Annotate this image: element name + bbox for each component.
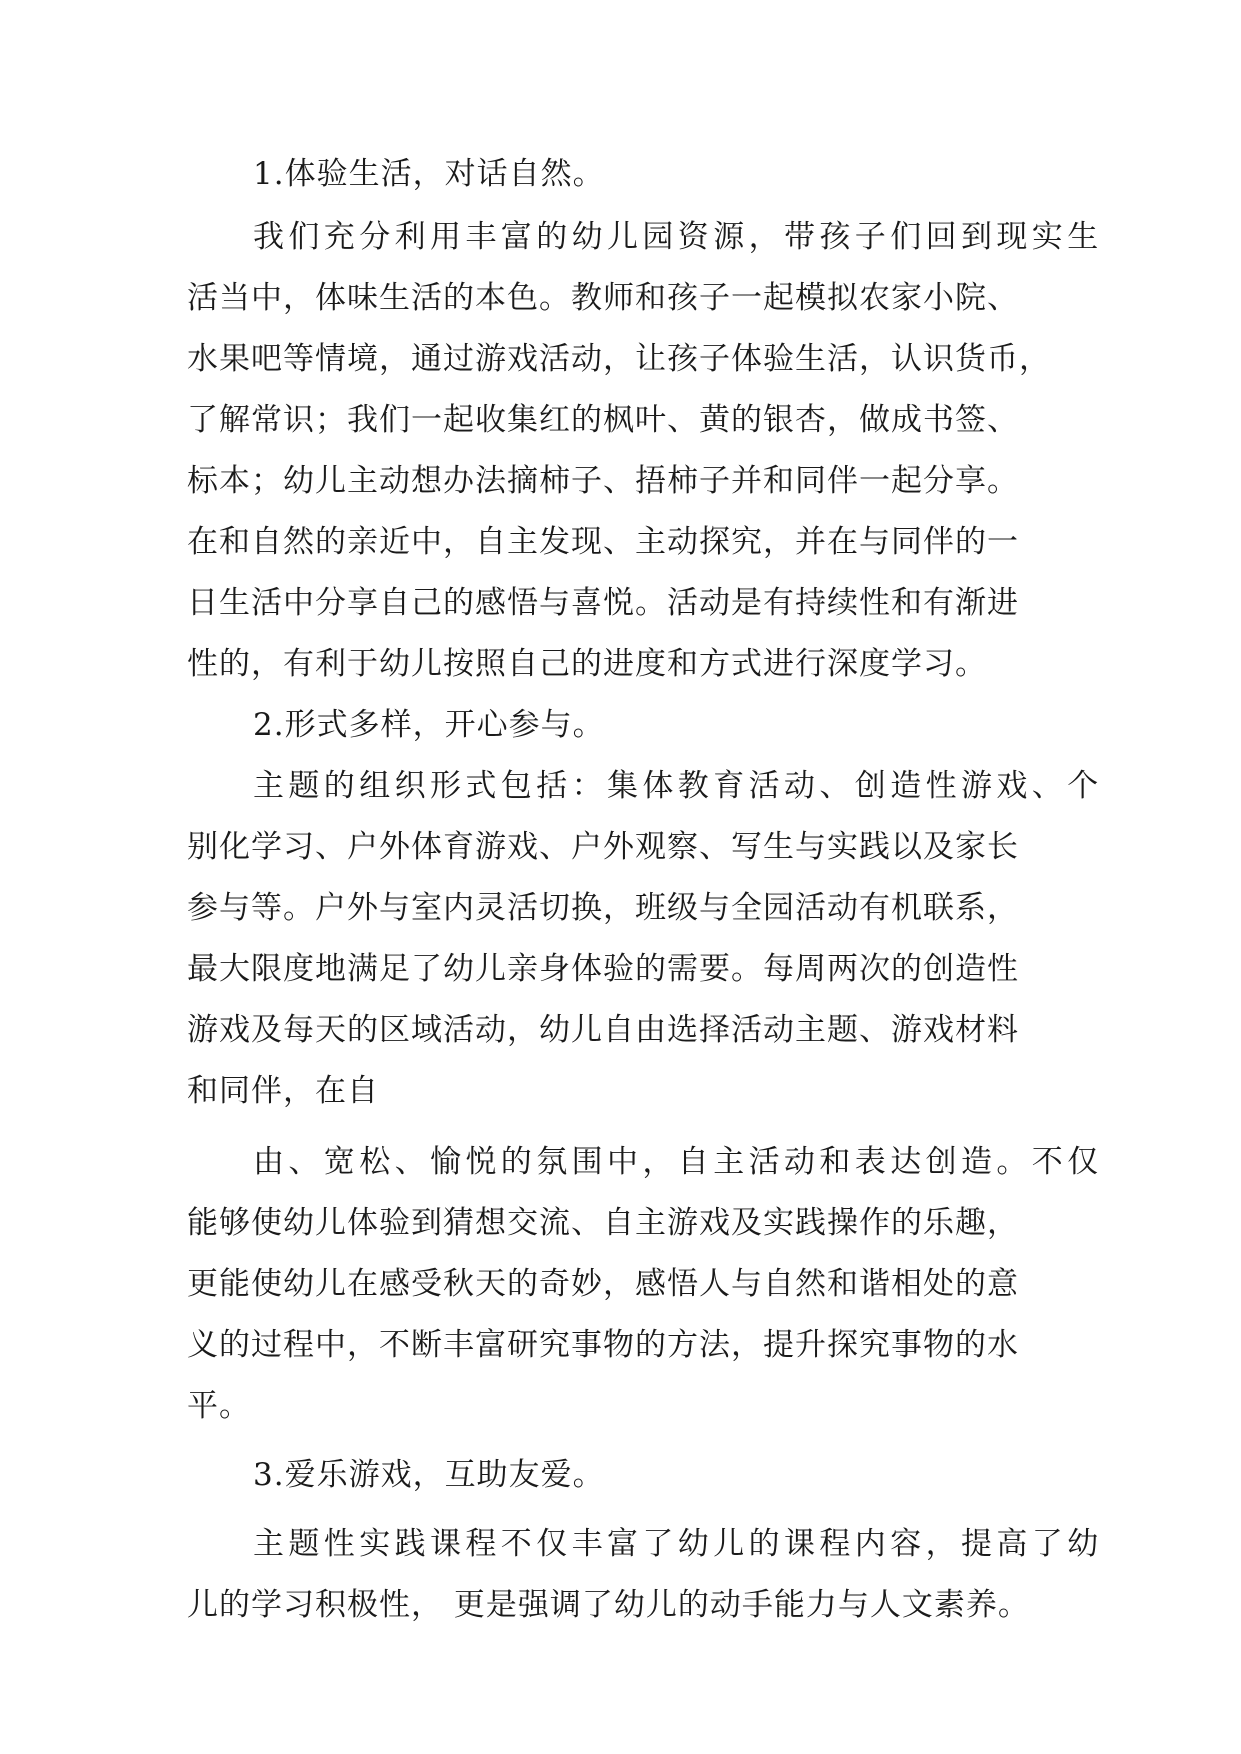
paragraph-line: 别化学习、户外体育游戏、户外观察、写生与实践以及家长: [187, 829, 1019, 865]
paragraph-line: 日生活中分享自己的感悟与喜悦。活动是有持续性和有渐进: [187, 585, 1019, 621]
paragraph-line: 水果吧等情境，通过游戏活动，让孩子体验生活，认识货币，: [187, 341, 1051, 377]
paragraph-line: 主题性实践课程不仅丰富了幼儿的课程内容，提高了幼: [253, 1526, 1103, 1562]
paragraph-line: 义的过程中，不断丰富研究事物的方法，提升探究事物的水: [187, 1327, 1019, 1363]
heading-1: 1.体验生活，对话自然。: [253, 156, 605, 192]
paragraph-line: 游戏及每天的区域活动，幼儿自由选择活动主题、游戏材料: [187, 1012, 1019, 1048]
heading-3: 3.爱乐游戏，互助友爱。: [253, 1457, 605, 1493]
paragraph-line: 了解常识；我们一起收集红的枫叶、黄的银杏，做成书签、: [187, 402, 1019, 438]
paragraph-line: 标本；幼儿主动想办法摘柿子、捂柿子并和同伴一起分享。: [187, 463, 1019, 499]
paragraph-line: 我们充分利用丰富的幼儿园资源，带孩子们回到现实生: [253, 219, 1103, 255]
paragraph-line: 参与等。户外与室内灵活切换，班级与全园活动有机联系，: [187, 890, 1019, 926]
paragraph-line: 活当中，体味生活的本色。教师和孩子一起模拟农家小院、: [187, 280, 1019, 316]
paragraph-line: 最大限度地满足了幼儿亲身体验的需要。每周两次的创造性: [187, 951, 1019, 987]
paragraph-line: 儿的学习积极性， 更是强调了幼儿的动手能力与人文素养。: [187, 1587, 1030, 1623]
paragraph-line: 性的，有利于幼儿按照自己的进度和方式进行深度学习。: [187, 646, 987, 682]
paragraph-line: 能够使幼儿体验到猜想交流、自主游戏及实践操作的乐趣，: [187, 1205, 1019, 1241]
paragraph-line: 和同伴，在自: [187, 1073, 379, 1109]
paragraph-line: 平。: [187, 1388, 251, 1424]
heading-2: 2.形式多样，开心参与。: [253, 707, 605, 743]
paragraph-line: 主题的组织形式包括：集体教育活动、创造性游戏、个: [253, 768, 1103, 804]
paragraph-line: 更能使幼儿在感受秋天的奇妙，感悟人与自然和谐相处的意: [187, 1266, 1019, 1302]
paragraph-line: 在和自然的亲近中，自主发现、主动探究，并在与同伴的一: [187, 524, 1019, 560]
paragraph-line: 由、宽松、愉悦的氛围中，自主活动和表达创造。不仅: [253, 1144, 1103, 1180]
